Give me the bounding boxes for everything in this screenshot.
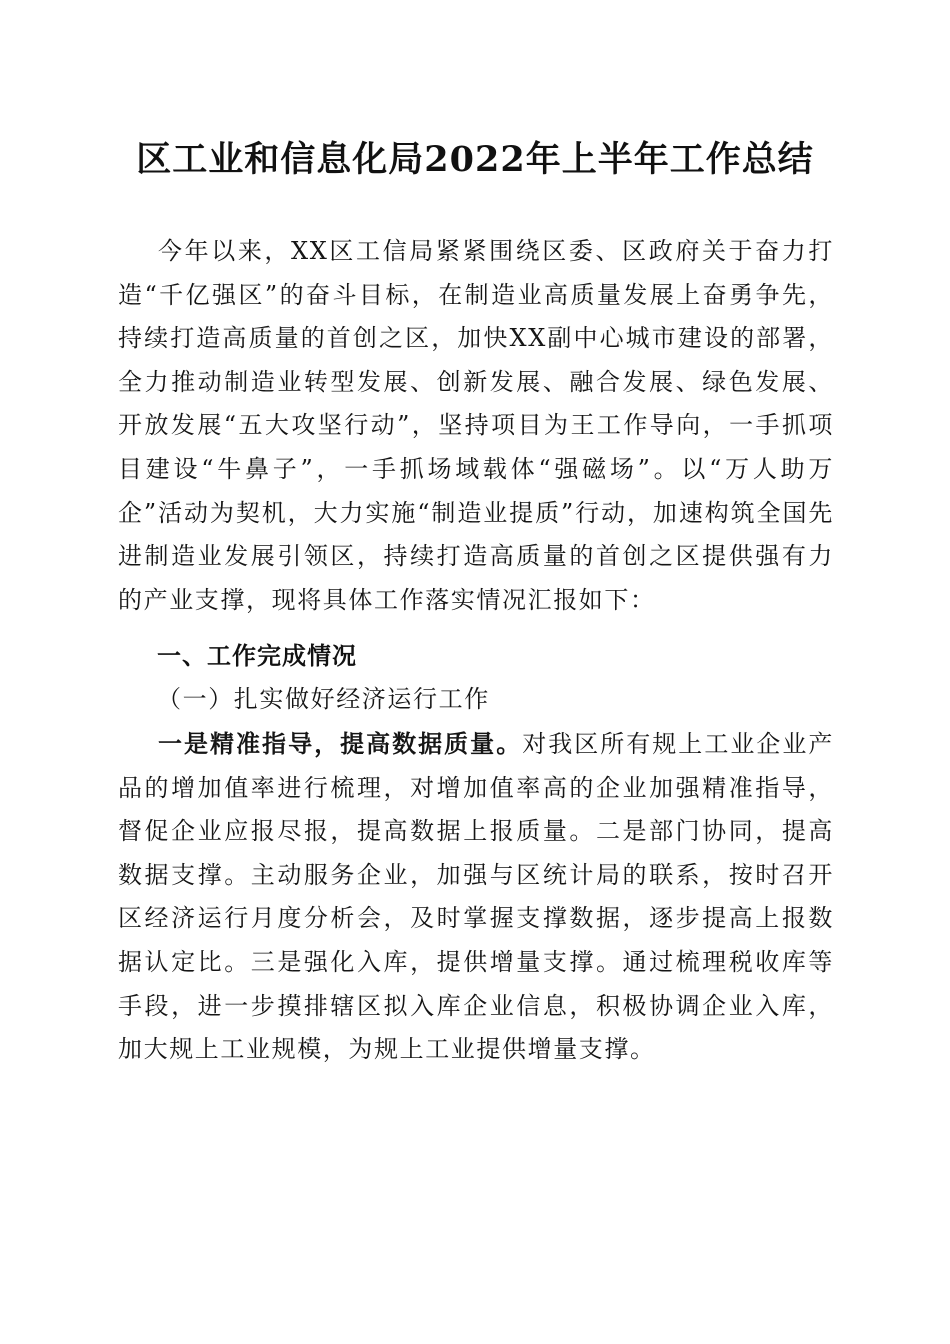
intro-paragraph: 今年以来，XX区工信局紧紧围绕区委、区政府关于奋力打造“千亿强区”的奋斗目标，在制造业高质量发展上奋勇争先，持续打造高质量的首创之区，加快XX副中心城市建设的部署，全力推动制造业转型发展、创新发展、融合发展、绿色发展、开放发展“五大攻坚行动”，坚持项目为王工作导向，一手抓项目建设“牛鼻子”，一手抓场域载体“强磁场”。以“万人助万企”活动为契机，大力实施“制造业提质”行动，加速构筑全国先进制造业发展引领区，持续打造高质量的首创之区提供强有力的产业支撑，现将具体工作落实情况汇报如下：	[118, 237, 834, 614]
work-paragraph	[118, 722, 834, 1072]
document-title: 区工业和信息化局2022年上半年工作总结	[136, 139, 814, 180]
section-heading: 一、工作完成情况	[157, 642, 357, 670]
paragraph-lead: 一是精准指导，提高数据质量。	[158, 729, 523, 758]
subsection-heading: （一）扎实做好经济运行工作	[157, 685, 490, 713]
paragraph-body: 对我区所有规上工业企业产品的增加值率进行梳理，对增加值率高的企业加强精准指导，督促企业应报尽报，提高数据上报质量。二是部门协同，提高数据支撑。主动服务企业，加强与区统计局的联系，按时召开区经济运行月度分析会，及时掌握支撑数据，逐步提高上报数据认定比。三是强化入库，提供增量支撑。通过梳理税收库等手段，进一步摸排辖区拟入库企业信息，积极协调企业入库，加大规上工业规模，为规上工业提供增量支撑。	[118, 730, 834, 1064]
